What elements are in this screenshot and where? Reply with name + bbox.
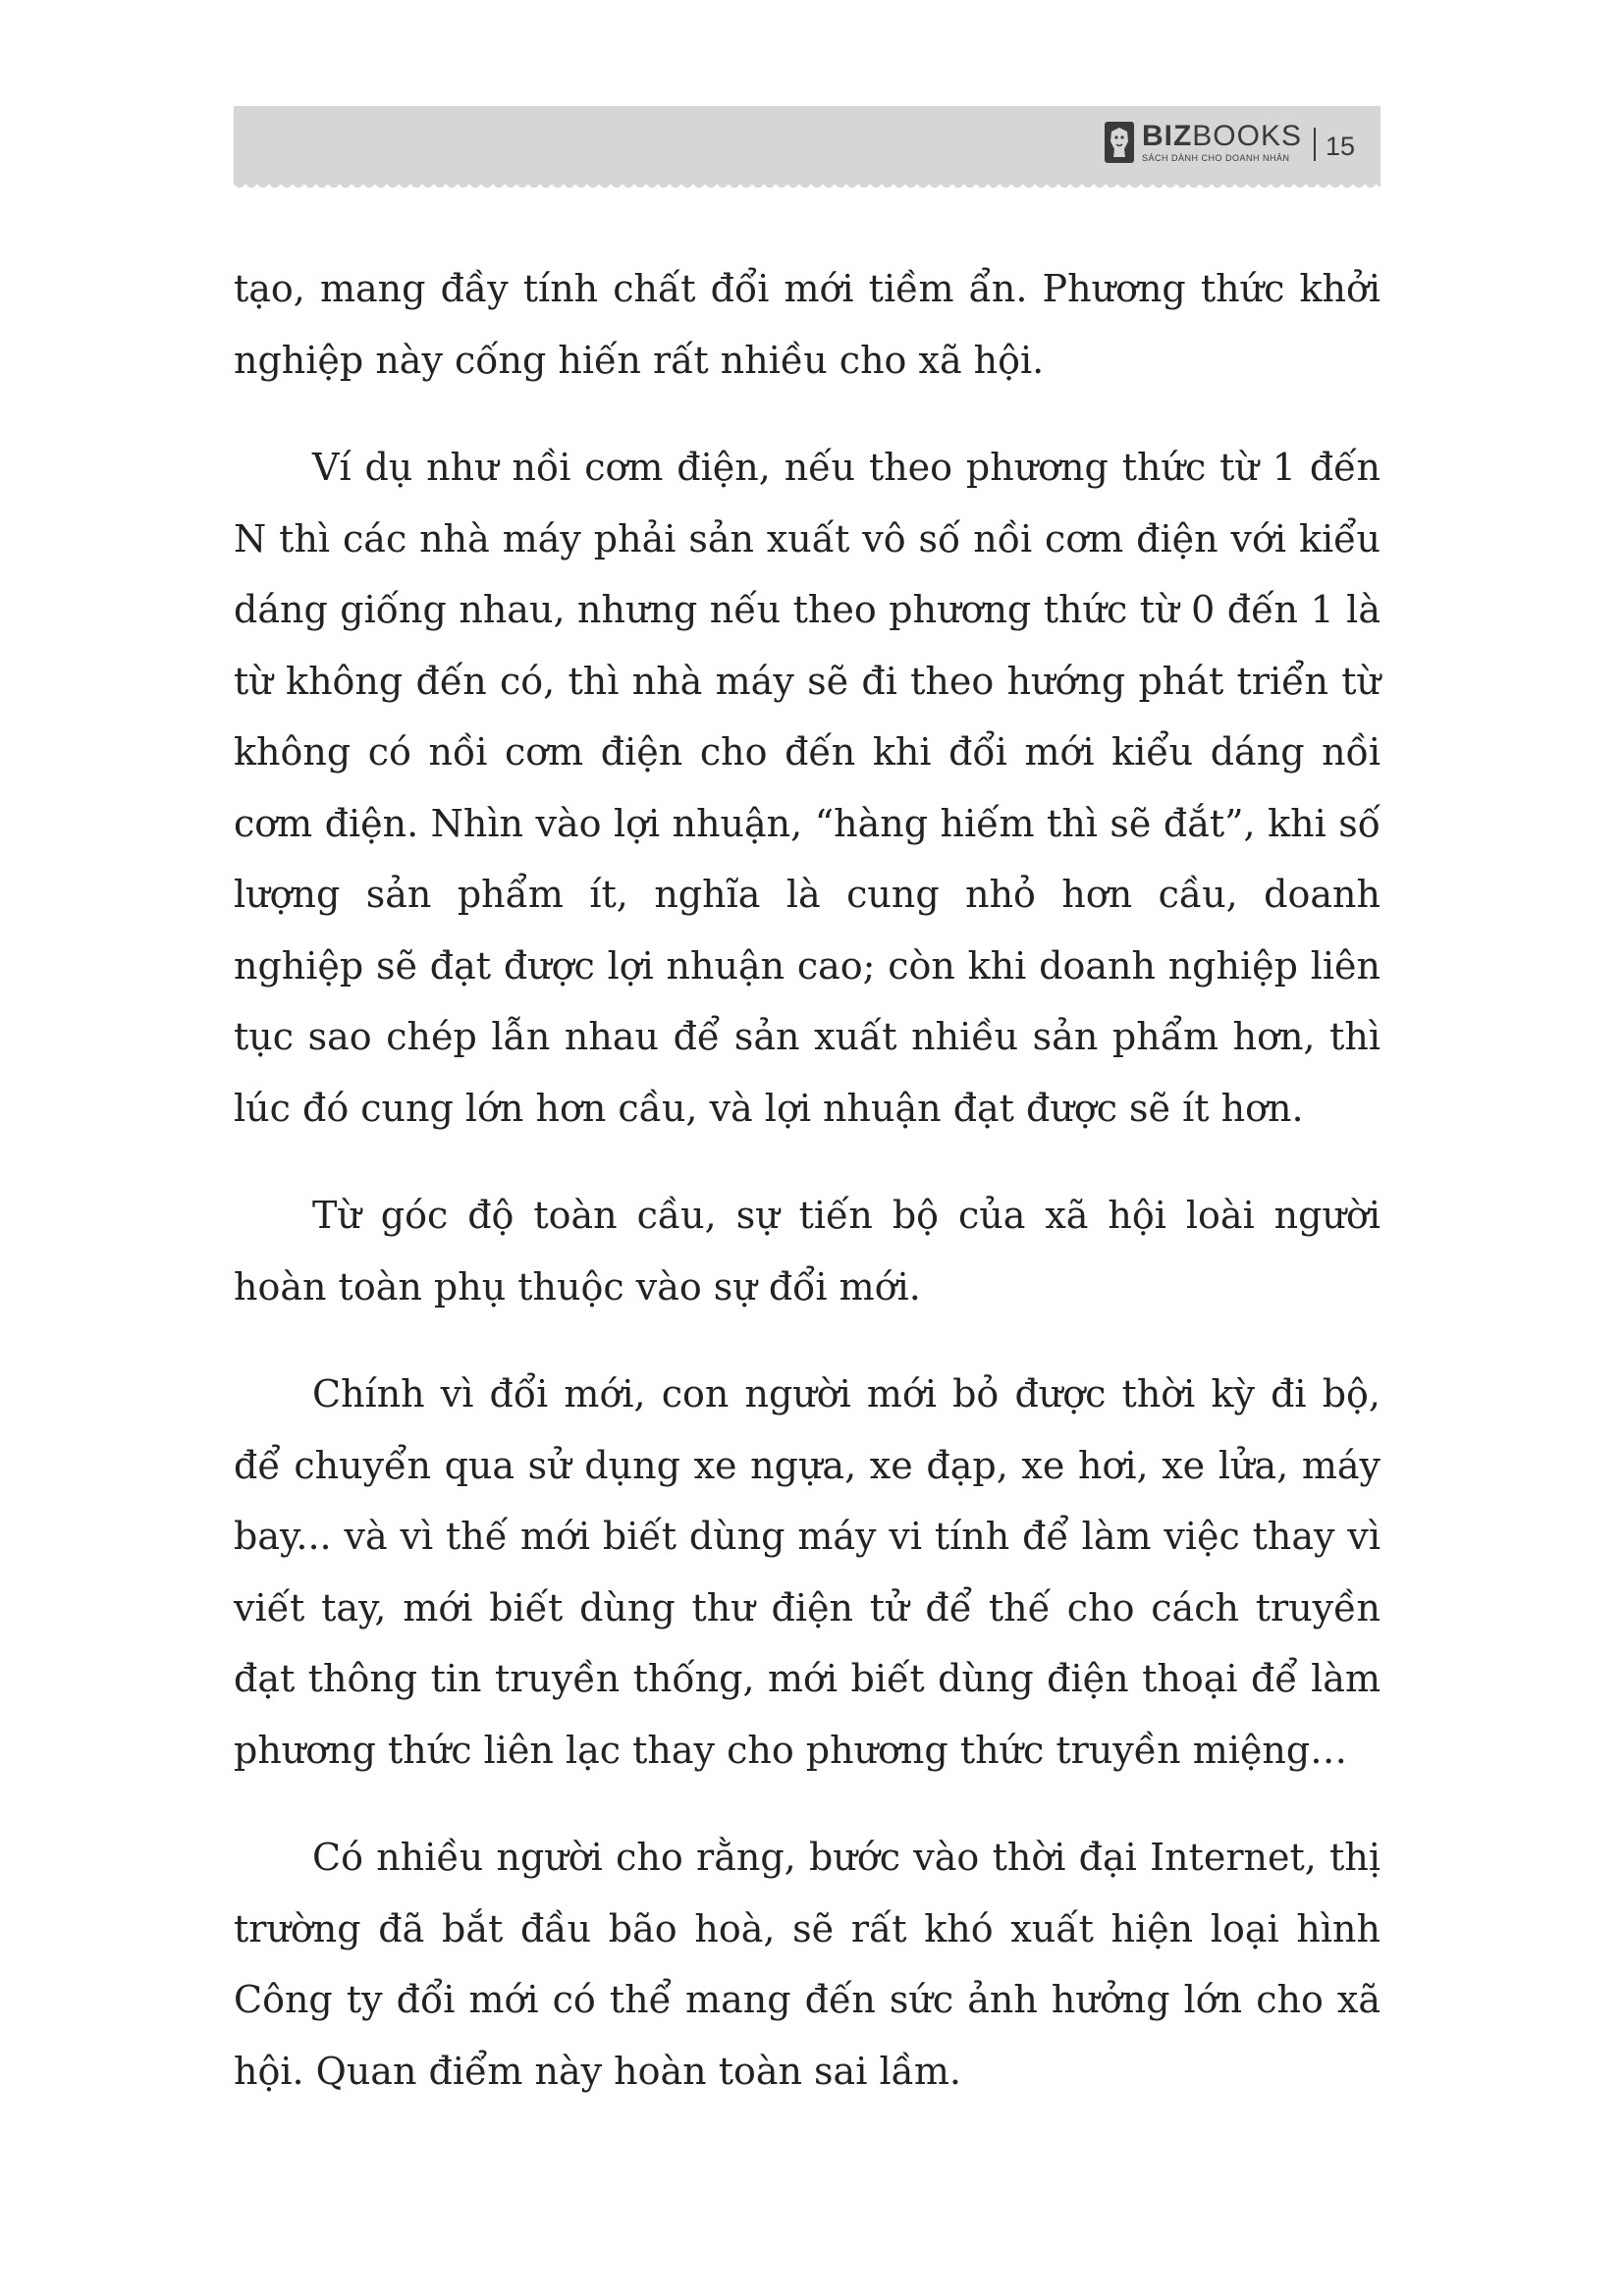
brand-tagline: SÁCH DÀNH CHO DOANH NHÂN	[1141, 153, 1290, 163]
paragraph-5: Có nhiều người cho rằng, bước vào thời đại Internet, thị trường đã bắt đầu bão hoà, sẽ rất khó xuất hiện loại hình Công ty đổi mới có thể mang đến sức ảnh hưởng lớn cho xã hội. Quan điểm này hoàn toàn sai lầm.	[234, 1836, 1380, 2093]
lion-logo-icon	[1105, 122, 1134, 163]
header-divider	[1314, 128, 1316, 161]
brand-suffix: BOOKS	[1192, 120, 1302, 152]
publisher-brand	[1105, 122, 1302, 163]
page-number: 15	[1325, 132, 1355, 161]
body-text	[234, 253, 1380, 2143]
brand-prefix: BIZ	[1141, 120, 1193, 152]
running-header	[234, 106, 1380, 185]
paragraph-1: tạo, mang đầy tính chất đổi mới tiềm ẩn. Phương thức khởi nghiệp này cống hiến rất nhiều cho xã hội.	[234, 267, 1380, 382]
paragraph-4: Chính vì đổi mới, con người mới bỏ được thời kỳ đi bộ, để chuyển qua sử dụng xe ngựa, xe đạp, xe hơi, xe lửa, máy bay... và vì thế mới biết dùng máy vi tính để làm việc thay vì viết tay, mới biết dùng thư điện tử để thế cho cách truyền đạt thông tin truyền thống, mới biết dùng điện thoại để làm phương thức liên lạc thay cho phương thức truyền miệng…	[234, 1372, 1380, 1772]
paragraph-3: Từ góc độ toàn cầu, sự tiến bộ của xã hội loài người hoàn toàn phụ thuộc vào sự đổi mới.	[234, 1194, 1380, 1308]
brand-name	[1142, 122, 1302, 151]
paragraph-2: Ví dụ như nồi cơm điện, nếu theo phương thức từ 1 đến N thì các nhà máy phải sản xuất vô số nồi cơm điện với kiểu dáng giống nhau, nhưng nếu theo phương thức từ 0 đến 1 là từ không đến có, thì nhà máy sẽ đi theo hướng phát triển từ không có nồi cơm điện cho đến khi đổi mới kiểu dáng nồi cơm điện. Nhìn vào lợi nhuận, “hàng hiếm thì sẽ đắt”, khi số lượng sản phẩm ít, nghĩa là cung nhỏ hơn cầu, doanh nghiệp sẽ đạt được lợi nhuận cao; còn khi doanh nghiệp liên tục sao chép lẫn nhau để sản xuất nhiều sản phẩm hơn, thì lúc đó cung lớn hơn cầu, và lợi nhuận đạt được sẽ ít hơn.	[234, 446, 1380, 1130]
